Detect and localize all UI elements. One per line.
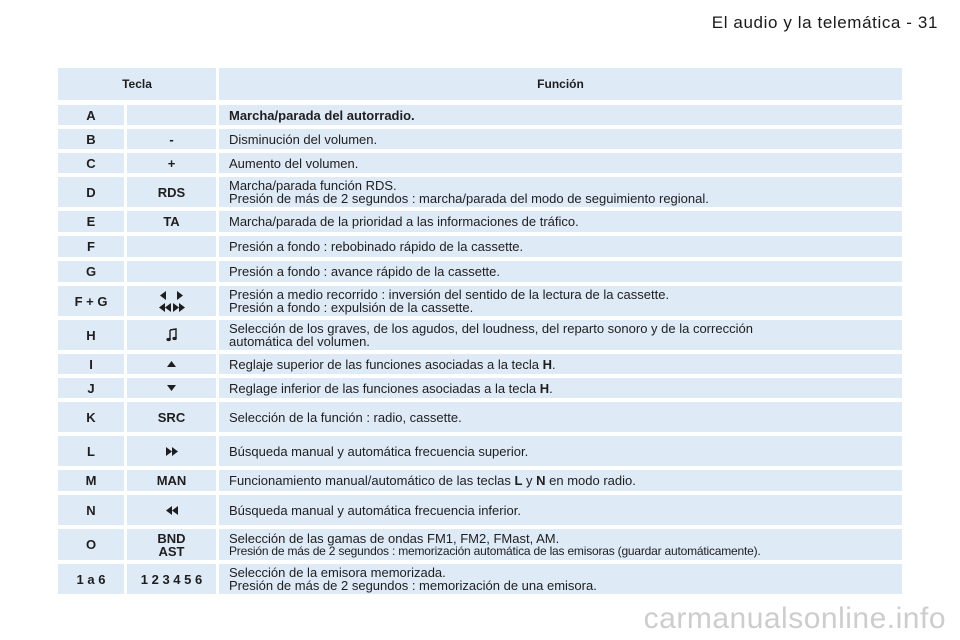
function-cell: [219, 436, 902, 466]
function-cell: [219, 129, 902, 149]
symbol-cell: [127, 378, 216, 398]
function-text: Disminución del volumen.: [229, 131, 378, 147]
function-text: Selección de la función : radio, cassette.: [229, 409, 462, 425]
table-row: [58, 378, 902, 398]
table-row: [58, 129, 902, 149]
symbol-cell: [127, 236, 216, 257]
table-row: [58, 436, 902, 466]
table-row: [58, 177, 902, 207]
function-cell: [219, 354, 902, 374]
key-label: I: [58, 354, 124, 374]
table-header-row: [58, 68, 902, 100]
double-left-icon: [166, 506, 178, 515]
table-row: [58, 354, 902, 374]
key-label: D: [58, 177, 124, 207]
function-text: Selección de los graves, de los agudos, del loudness, del reparto sonoro y de la corrección: [229, 321, 753, 336]
function-text: Marcha/parada de la prioridad a las informaciones de tráfico.: [229, 214, 579, 229]
table-row: [58, 470, 902, 491]
key-label: F: [58, 236, 124, 257]
symbol-cell: [127, 495, 216, 525]
triangle-up-icon: [167, 361, 176, 367]
symbol-cell: -: [127, 129, 216, 149]
symbol-cell: 1 2 3 4 5 6: [127, 564, 216, 594]
function-cell: [219, 564, 902, 594]
table-row: [58, 402, 902, 432]
key-function-table: [58, 68, 902, 598]
function-text: Presión a medio recorrido : inversión del sentido de la lectura de la cassette.: [229, 287, 670, 302]
symbol-cell: [127, 436, 216, 466]
music-note-icon: [166, 328, 178, 342]
function-cell: [219, 153, 902, 173]
table-row: [58, 286, 902, 316]
key-label: E: [58, 211, 124, 232]
symbol-text-2: AST: [158, 543, 185, 559]
function-text: Reglaje superior de las funciones asociadas a la tecla H.: [229, 356, 556, 372]
column-header-funcion: Función: [219, 68, 902, 100]
triangle-down-icon: [167, 385, 176, 391]
symbol-text: BND: [157, 530, 186, 546]
function-text: Selección de la emisora memorizada.: [229, 565, 446, 580]
table-row: [58, 211, 902, 232]
key-label: J: [58, 378, 124, 398]
symbol-cell: +: [127, 153, 216, 173]
page-title: El audio y la telemática - 31: [711, 13, 938, 32]
function-cell: [219, 320, 902, 350]
table-row: [58, 529, 902, 560]
table-row: [58, 105, 902, 125]
symbol-cell: [127, 320, 216, 350]
symbol-cell: [127, 105, 216, 125]
key-label: G: [58, 261, 124, 282]
table-row: [58, 495, 902, 525]
table-row: [58, 153, 902, 173]
function-text: Aumento del volumen.: [229, 155, 359, 171]
function-text-2: Presión de más de 2 segundos : memorización automática de las emisoras (guardar automáticamente).: [229, 543, 761, 558]
column-header-tecla: Tecla: [58, 68, 216, 100]
key-label: K: [58, 402, 124, 432]
table-row: [58, 261, 902, 282]
function-text-2: Presión a fondo : expulsión de la cassette.: [229, 300, 474, 315]
function-text: Reglage inferior de las funciones asociadas a la tecla H.: [229, 380, 553, 396]
triangle-left-icon: [160, 291, 167, 300]
symbol-cell: [127, 261, 216, 282]
function-text-2: Presión de más de 2 segundos : marcha/parada del modo de seguimiento regional.: [229, 191, 709, 206]
key-label: O: [58, 529, 124, 560]
function-text: Presión a fondo : rebobinado rápido de la cassette.: [229, 239, 524, 254]
triangle-right-icon: [177, 291, 184, 300]
key-label: 1 a 6: [58, 564, 124, 594]
function-cell: [219, 105, 902, 125]
function-text: Presión a fondo : avance rápido de la cassette.: [229, 264, 501, 279]
table-row: [58, 320, 902, 350]
symbol-cell: [127, 354, 216, 374]
function-text: Marcha/parada función RDS.: [229, 178, 397, 193]
function-text: Selección de las gamas de ondas FM1, FM2, FMast, AM.: [229, 530, 560, 546]
key-label: N: [58, 495, 124, 525]
function-text-2: Presión de más de 2 segundos : memorización de una emisora.: [229, 578, 597, 593]
double-right-icon: [173, 303, 185, 312]
table-row: [58, 236, 902, 257]
function-text: Funcionamiento manual/automático de las teclas L y N en modo radio.: [229, 473, 636, 488]
key-label: H: [58, 320, 124, 350]
function-text-2: automática del volumen.: [229, 334, 370, 349]
function-cell: [219, 470, 902, 491]
function-text: Marcha/parada del autorradio.: [229, 107, 415, 123]
key-label: F + G: [58, 286, 124, 316]
key-label: B: [58, 129, 124, 149]
function-cell: [219, 177, 902, 207]
watermark: carmanualsonline.info: [643, 602, 946, 635]
function-cell: [219, 495, 902, 525]
function-cell: [219, 236, 902, 257]
function-cell: [219, 211, 902, 232]
symbol-cell: RDS: [127, 177, 216, 207]
function-cell: [219, 286, 902, 316]
symbol-cell: TA: [127, 211, 216, 232]
function-cell: [219, 402, 902, 432]
function-cell: [219, 261, 902, 282]
symbol-cell: [127, 286, 216, 316]
double-left-icon: [159, 303, 171, 312]
function-cell: [219, 378, 902, 398]
key-label: C: [58, 153, 124, 173]
double-right-icon: [166, 447, 178, 456]
key-label: M: [58, 470, 124, 491]
function-text: Búsqueda manual y automática frecuencia inferior.: [229, 502, 521, 518]
symbol-cell: MAN: [127, 470, 216, 491]
key-label: L: [58, 436, 124, 466]
symbol-cell: [127, 529, 216, 560]
table-row: [58, 564, 902, 594]
function-text: Búsqueda manual y automática frecuencia superior.: [229, 443, 529, 459]
key-label: A: [58, 105, 124, 125]
symbol-cell: SRC: [127, 402, 216, 432]
function-cell: [219, 529, 902, 560]
